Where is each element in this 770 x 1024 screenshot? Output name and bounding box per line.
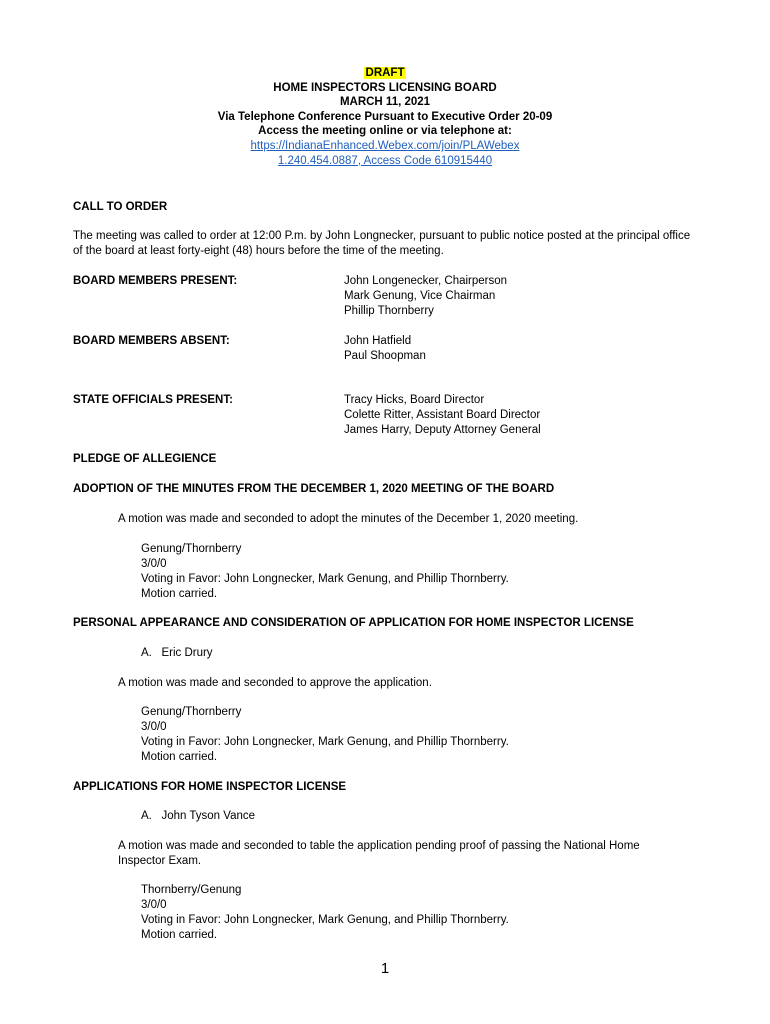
members-absent-list	[344, 334, 426, 364]
member-name: Phillip Thornberry	[344, 305, 434, 317]
vote-line: Voting in Favor: John Longnecker, Mark Genung, and Phillip Thornberry.	[141, 736, 509, 748]
call-to-order-line: of the board at least forty-eight (48) hours before the time of the meeting.	[73, 245, 444, 257]
call-to-order-text	[73, 229, 753, 259]
minutes-vote	[141, 542, 509, 602]
member-name: John Longenecker, Chairperson	[344, 275, 508, 287]
applications-motion	[118, 839, 640, 869]
official-name: Colette Ritter, Assistant Board Director	[344, 409, 541, 421]
official-name: James Harry, Deputy Attorney General	[344, 424, 541, 436]
minutes-motion: A motion was made and seconded to adopt the minutes of the December 1, 2020 meeting.	[118, 513, 579, 525]
state-officials-label: STATE OFFICIALS PRESENT:	[73, 394, 233, 406]
members-present-label: BOARD MEMBERS PRESENT:	[73, 275, 238, 287]
call-to-order-line: The meeting was called to order at 12:00 P.m. by John Longnecker, pursuant to public notice posted at the principal office	[73, 230, 691, 242]
personal-appearance-heading: PERSONAL APPEARANCE AND CONSIDERATION OF APPLICATION FOR HOME INSPECTOR LICENSE	[73, 617, 634, 629]
webex-link[interactable]: https://IndianaEnhanced.Webex.com/join/PLAWebex	[250, 139, 520, 152]
members-absent-label: BOARD MEMBERS ABSENT:	[73, 335, 230, 347]
vote-line: 3/0/0	[141, 721, 167, 733]
motion-line: Inspector Exam.	[118, 855, 202, 867]
page-number: 1	[380, 960, 390, 977]
applications-vote	[141, 883, 509, 943]
vote-line: Motion carried.	[141, 751, 218, 763]
member-name: Paul Shoopman	[344, 350, 426, 362]
motion-line: A motion was made and seconded to table the application pending proof of passing the National Home	[118, 840, 640, 852]
minutes-heading: ADOPTION OF THE MINUTES FROM THE DECEMBER 1, 2020 MEETING OF THE BOARD	[73, 483, 555, 495]
access-instructions: Access the meeting online or via telephone at:	[258, 125, 512, 138]
vote-line: Voting in Favor: John Longnecker, Mark Genung, and Phillip Thornberry.	[141, 573, 509, 585]
personal-appearance-vote	[141, 705, 509, 765]
document-header	[0, 66, 770, 168]
pledge-heading: PLEDGE OF ALLEGIENCE	[73, 453, 217, 465]
call-to-order-heading: CALL TO ORDER	[73, 201, 168, 213]
applications-heading: APPLICATIONS FOR HOME INSPECTOR LICENSE	[73, 781, 347, 793]
vote-line: 3/0/0	[141, 899, 167, 911]
vote-line: Genung/Thornberry	[141, 706, 242, 718]
member-name: John Hatfield	[344, 335, 412, 347]
vote-line: Genung/Thornberry	[141, 543, 242, 555]
member-name: Mark Genung, Vice Chairman	[344, 290, 496, 302]
applications-item: A. John Tyson Vance	[141, 810, 256, 822]
members-present-list	[344, 274, 507, 319]
vote-line: Motion carried.	[141, 929, 218, 941]
meeting-date: MARCH 11, 2021	[339, 96, 431, 109]
draft-label: DRAFT	[365, 67, 405, 79]
vote-line: 3/0/0	[141, 558, 167, 570]
board-title: HOME INSPECTORS LICENSING BOARD	[273, 81, 497, 94]
phone-link[interactable]: 1.240.454.0887, Access Code 610915440	[277, 154, 493, 167]
vote-line: Voting in Favor: John Longnecker, Mark Genung, and Phillip Thornberry.	[141, 914, 509, 926]
vote-line: Thornberry/Genung	[141, 884, 242, 896]
vote-line: Motion carried.	[141, 588, 218, 600]
meeting-via: Via Telephone Conference Pursuant to Executive Order 20-09	[217, 110, 553, 123]
state-officials-list	[344, 393, 541, 438]
personal-appearance-item: A. Eric Drury	[141, 647, 213, 659]
official-name: Tracy Hicks, Board Director	[344, 394, 485, 406]
personal-appearance-motion: A motion was made and seconded to approve the application.	[118, 677, 432, 689]
